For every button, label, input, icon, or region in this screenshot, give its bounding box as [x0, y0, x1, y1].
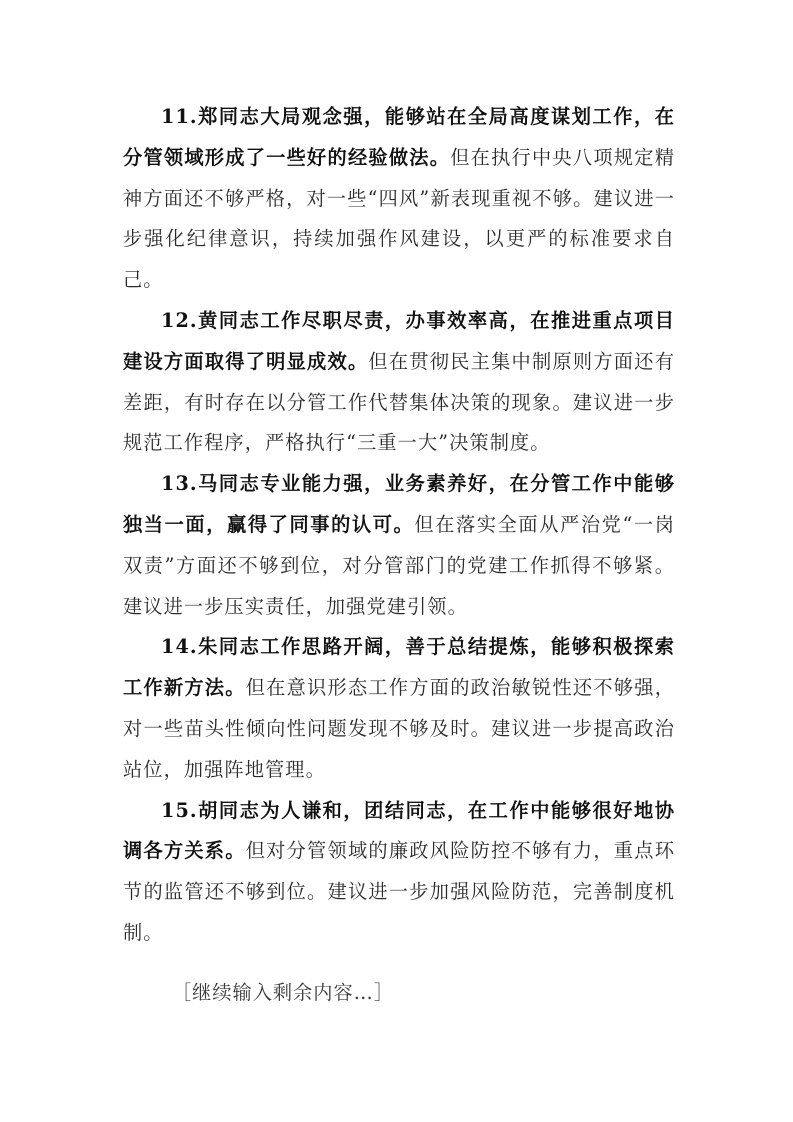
continue-note: ［继续输入剩余内容…］ [172, 981, 395, 1004]
paragraph-lead: 13.马同志专业能力强，业务素养好，在分管工作中能够独当一面，赢得了同事的认可。 [123, 472, 675, 536]
paragraph-body: 但在落实全面从严治党“一岗双责”方面还不够到位，对分管部门的党建工作抓得不够紧。建议进一步压实责任，加强党建引领。 [123, 512, 675, 618]
paragraph-12 [123, 301, 675, 464]
paragraph-body: 但对分管领域的廉政风险防控不够有力，重点环节的监管还不够到位。建议进一步加强风险防范，完善制度机制。 [123, 839, 675, 944]
document-body [123, 97, 675, 954]
paragraph-body: 但在贯彻民主集中制原则方面还有差距，有时存在以分管工作代替集体决策的现象。建议进一步规范工作程序，严格执行“三重一大”决策制度。 [123, 349, 675, 455]
paragraph-11 [123, 97, 675, 301]
paragraph-15 [123, 791, 675, 954]
paragraph-body: 但在执行中央八项规定精神方面还不够严格，对一些“四风”新表现重视不够。建议进一步强化纪律意识，持续加强作风建设，以更严的标准要求自己。 [123, 145, 675, 292]
paragraph-lead: 14.朱同志工作思路开阔，善于总结提炼，能够积极探索工作新方法。 [123, 635, 675, 700]
paragraph-14 [123, 627, 675, 790]
paragraph-lead: 12.黄同志工作尽职尽责，办事效率高，在推进重点项目建设方面取得了明显成效。 [123, 308, 675, 373]
paragraph-body: 但在意识形态工作方面的政治敏锐性还不够强，对一些苗头性倾向性问题发现不够及时。建议进一步提高政治站位，加强阵地管理。 [123, 676, 675, 781]
paragraph-lead: 15.胡同志为人谦和，团结同志，在工作中能够很好地协调各方关系。 [123, 798, 675, 863]
paragraph-13 [123, 464, 675, 627]
paragraph-lead: 11.郑同志大局观念强，能够站在全局高度谋划工作，在分管领域形成了一些好的经验做法。 [123, 105, 675, 169]
